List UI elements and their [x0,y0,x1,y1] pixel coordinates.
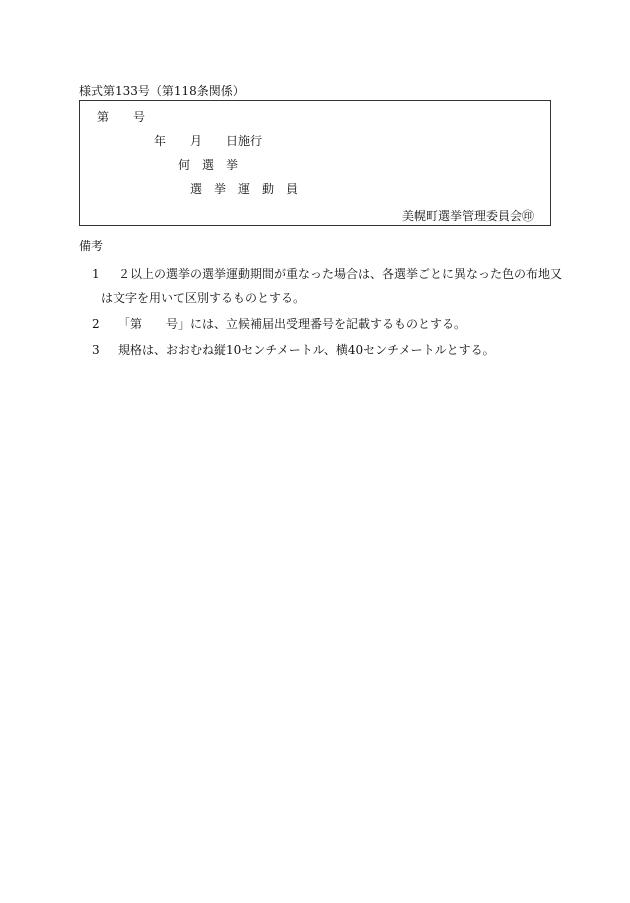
armband-specimen-box [79,100,551,226]
remark-text: ２以上の選挙の選挙運動期間が重なった場合は、各選挙ごとに異なった色の布地又 [118,267,563,281]
remark-text: 規格は、おおむね縦10センチメートル、横40センチメートルとする。 [118,343,495,357]
badge-issuer-seal: 美幌町選挙管理委員会㊞ [401,209,534,223]
remark-number: 3 [92,343,100,357]
remark-number: 2 [92,317,100,331]
remark-item-1 [92,265,562,282]
badge-election-line: 何 選 挙 [178,158,239,172]
remark-item-1-continuation: は文字を用いて区別するものとする。 [101,291,306,305]
form-title: 様式第133号（第118条関係） [79,84,245,98]
remark-item-2 [92,315,466,332]
badge-date-line: 年 月 日施行 [154,134,263,148]
remark-item-3 [92,341,495,358]
remark-number: 1 [92,267,100,281]
remarks-heading: 備考 [79,239,104,253]
remark-text: 「第 号」には、立候補届出受理番号を記載するものとする。 [118,317,467,331]
badge-role-line: 選 挙 運 動 員 [190,182,299,196]
badge-number-line: 第 号 [97,110,146,124]
